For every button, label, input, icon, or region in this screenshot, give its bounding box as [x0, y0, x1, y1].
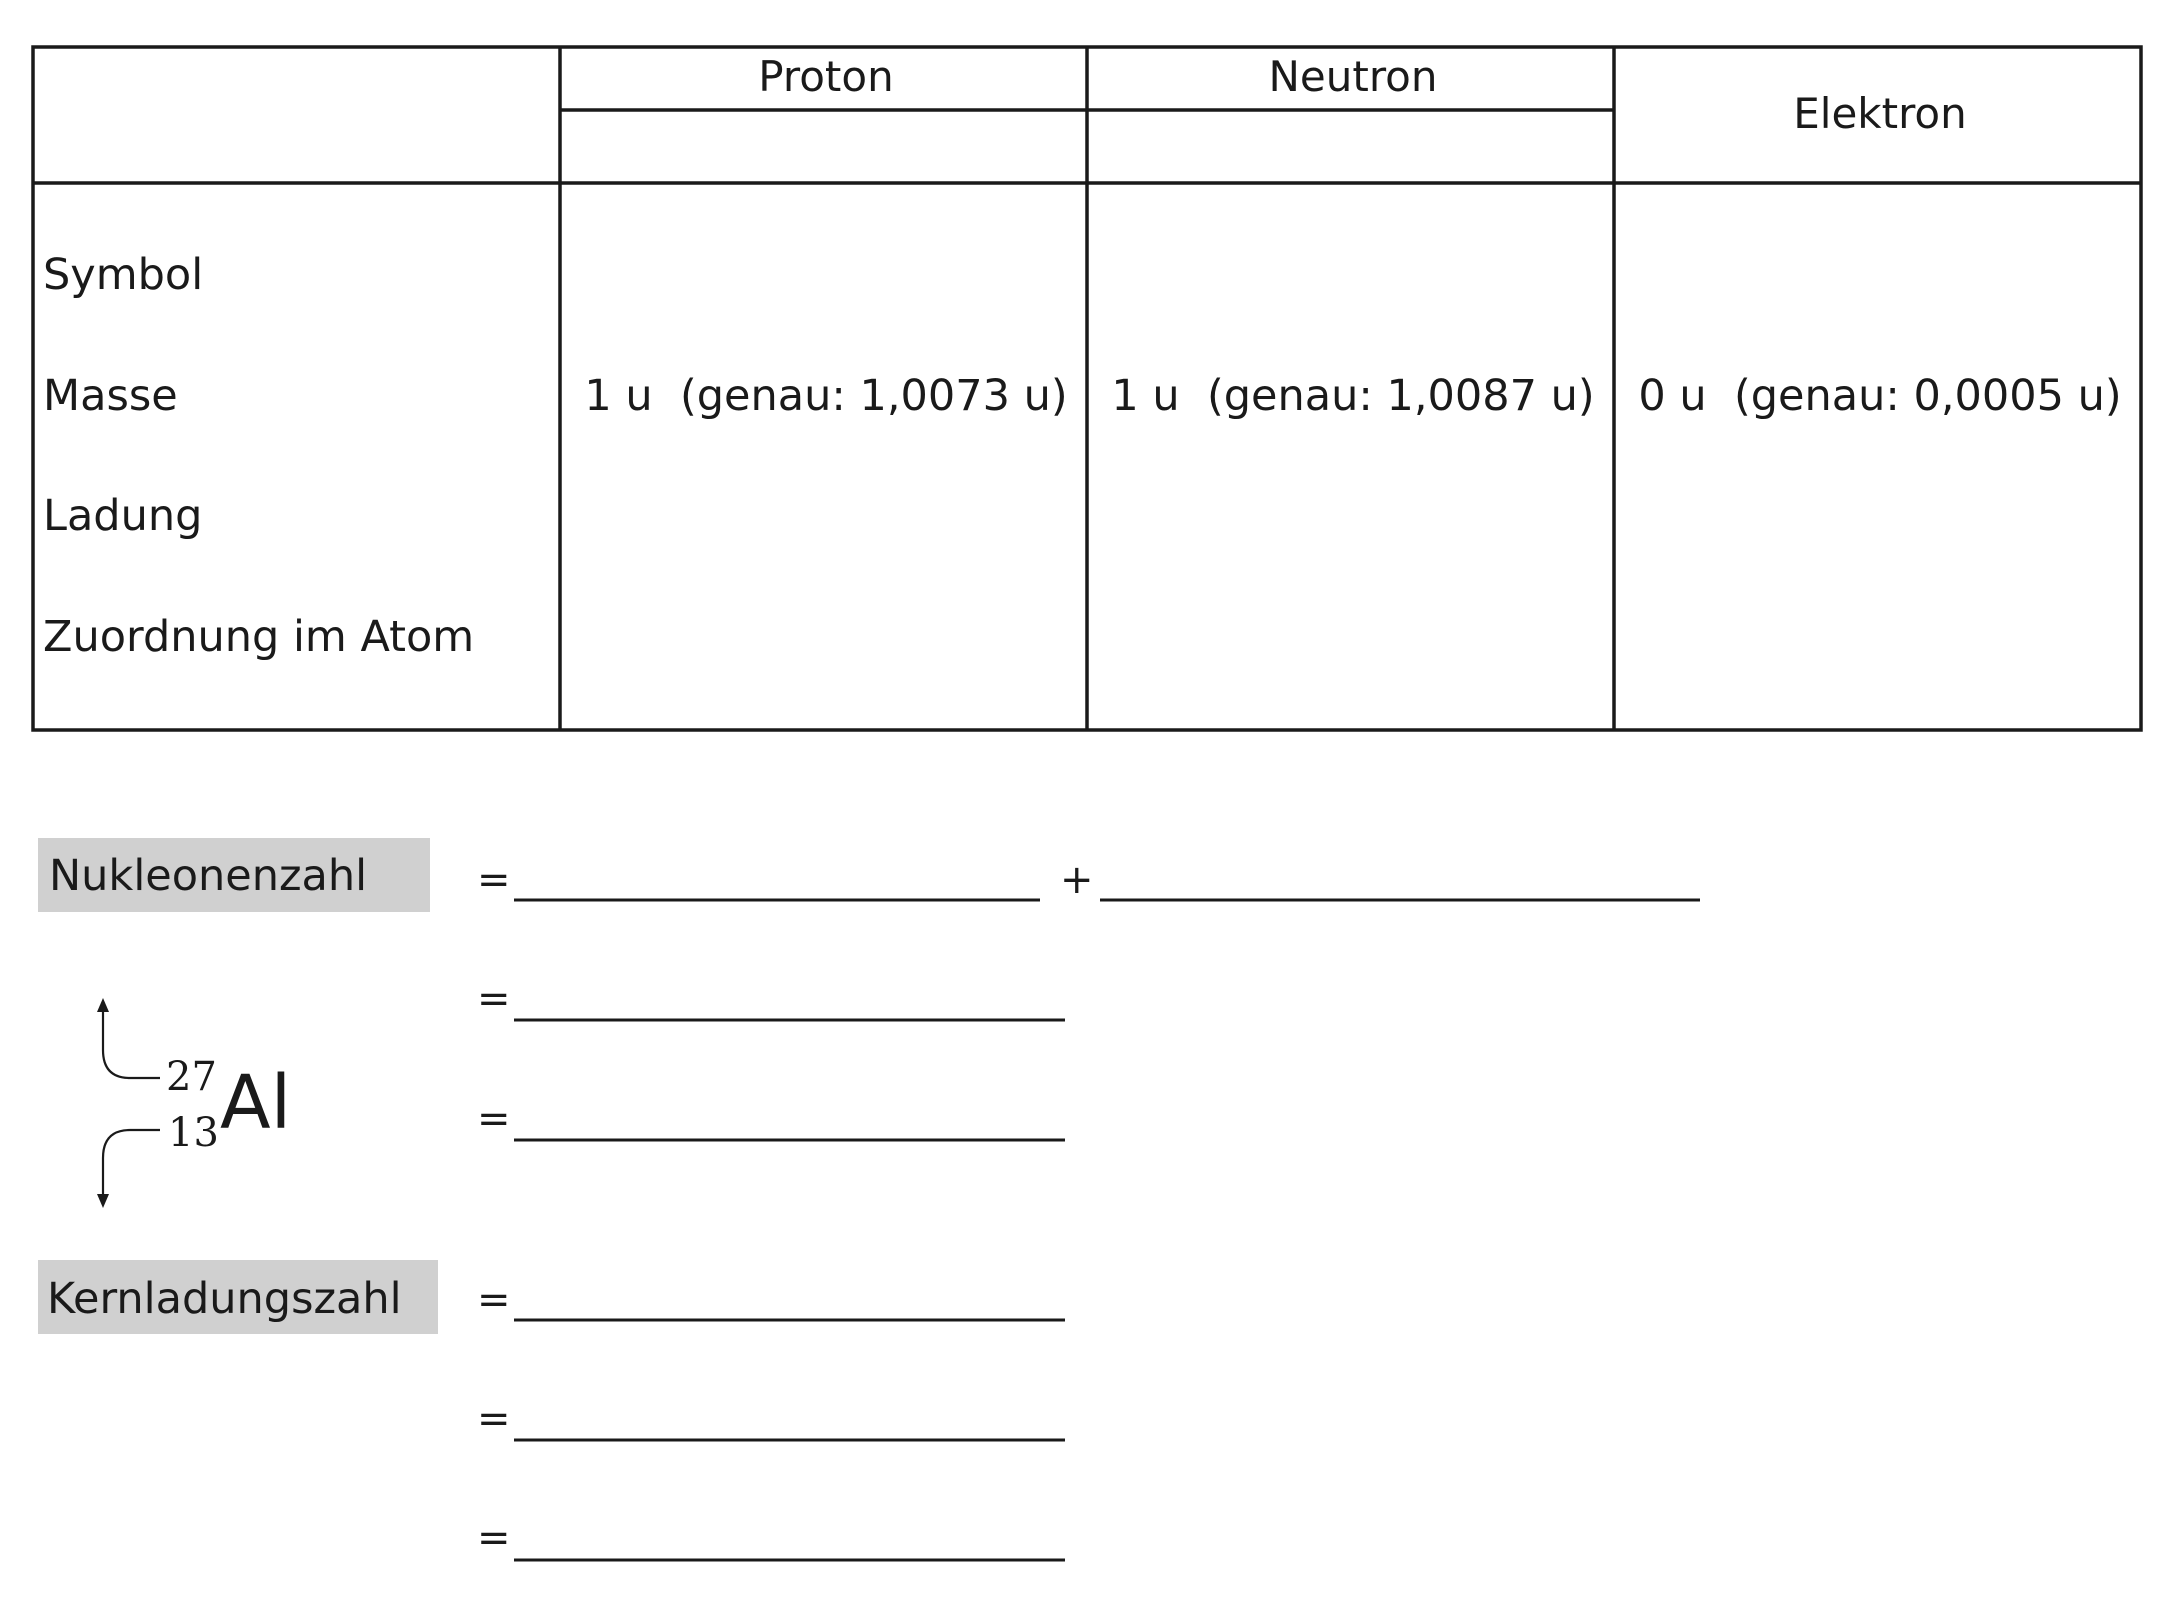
header-neutron: Neutron [1268, 52, 1438, 101]
particle-table [33, 47, 2141, 730]
row-label-charge: Ladung [43, 491, 203, 541]
nuclide-notation [97, 998, 291, 1208]
arrow-down-icon [103, 1130, 160, 1200]
equals-sign: = [477, 1515, 511, 1561]
mass-value-electron: 0 u (genau: 0,0005 u) [1638, 371, 2122, 421]
nuclear-charge-section [38, 1260, 1065, 1561]
arrowhead-down-icon [97, 1194, 109, 1208]
mass-number: 27 [166, 1054, 217, 1100]
equals-sign: = [477, 857, 511, 903]
element-symbol: Al [220, 1060, 292, 1146]
arrowhead-up-icon [97, 998, 109, 1012]
equals-sign: = [477, 1096, 511, 1142]
row-label-location: Zuordnung im Atom [43, 612, 475, 662]
mass-value-neutron: 1 u (genau: 1,0087 u) [1111, 371, 1595, 421]
row-label-mass: Masse [43, 371, 178, 421]
equals-sign: = [477, 1277, 511, 1323]
mass-value-proton: 1 u (genau: 1,0073 u) [584, 371, 1068, 421]
arrow-up-icon [103, 1006, 160, 1078]
nucleon-label: Nukleonenzahl [49, 851, 368, 901]
equals-sign: = [477, 976, 511, 1022]
row-label-symbol: Symbol [43, 250, 204, 300]
charge-label: Kernladungszahl [47, 1274, 402, 1324]
equals-sign: = [477, 1396, 511, 1442]
header-electron: Elektron [1793, 89, 1967, 138]
header-proton: Proton [758, 52, 894, 101]
atomic-number: 13 [168, 1110, 219, 1156]
plus-sign: + [1060, 857, 1094, 903]
